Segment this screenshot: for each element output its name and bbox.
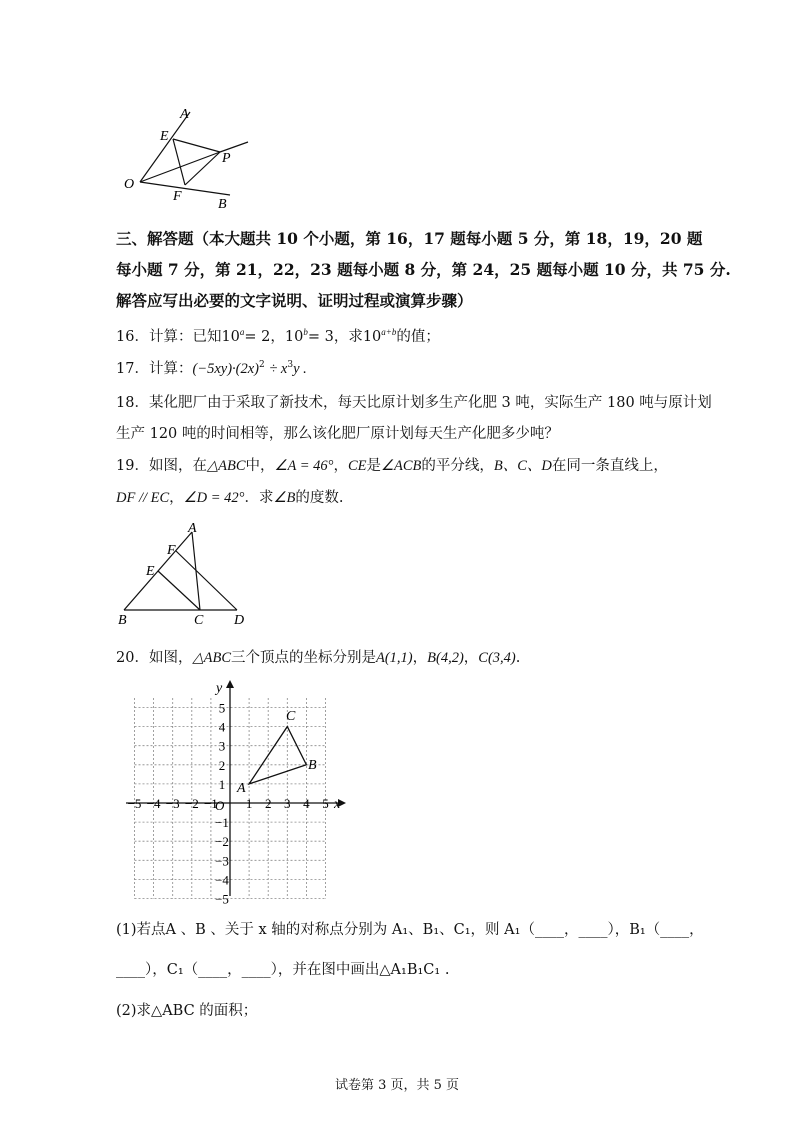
x-tick-label: 2	[264, 796, 272, 811]
point-label-C: C	[286, 709, 296, 724]
question-17: 17．计算：$(-5xy)\cdot(2x)^2 \div x^3y$ .	[116, 360, 307, 377]
x-tick-label: 4	[303, 796, 310, 811]
question-20-part1-line1: (1)若点A 、B 、关于 x 轴的对称点分别为 A₁、B₁、C₁，则 A₁（____，____），B₁（____，	[116, 922, 704, 938]
question-19-line2: DF // EC，∠D = 42°．求∠B的度数.	[116, 490, 344, 506]
y-tick-label: 4	[218, 719, 226, 735]
question-18-line1: 18．某化肥厂由于采取了新技术，每天比原计划多生产化肥 3 吨，实际生产 180 吨与原计划	[116, 395, 712, 411]
label-F: F	[167, 543, 176, 558]
label-F: F	[173, 189, 182, 204]
question-20-part2: (2)求△ABC 的面积；	[116, 1003, 258, 1019]
y-tick-label: −5	[215, 891, 229, 906]
segment-FP	[185, 152, 220, 185]
y-tick-label: 2	[218, 757, 226, 773]
figure-angle-construction	[110, 100, 270, 215]
question-20-intro: 20．如图，△ABC三个顶点的坐标分别是A(1,1)，B(4,2)，C(3,4).	[116, 650, 521, 666]
page-footer: 试卷第 3 页，共 5 页	[334, 1078, 460, 1093]
triangle-ABC	[249, 727, 306, 784]
x-tick-label: −1	[203, 796, 218, 811]
origin-label: O	[215, 798, 225, 813]
point-label-B: B	[308, 758, 317, 773]
y-tick-label: 5	[218, 700, 226, 716]
coordinate-grid	[110, 676, 360, 906]
label-D: D	[234, 613, 245, 628]
x-tick-label: 1	[245, 796, 253, 811]
y-tick-label: 1	[218, 776, 226, 792]
label-P: P	[222, 151, 231, 166]
x-tick-label: 5	[322, 796, 329, 811]
y-axis-label: y	[216, 681, 223, 696]
label-A: A	[180, 107, 189, 122]
segment-EC	[158, 571, 200, 610]
y-axis-arrow	[226, 680, 234, 688]
section-heading-line3: 解答应写出必要的文字说明、证明过程或演算步骤）	[116, 291, 473, 310]
label-B: B	[218, 197, 227, 212]
question-20-part1-line2: ____），C₁（____，____），并在图中画出△A₁B₁C₁ .	[116, 962, 450, 978]
x-tick-label: 3	[284, 796, 291, 811]
x-tick-label: −2	[184, 796, 199, 811]
y-tick-label: −4	[215, 872, 229, 888]
y-tick-label: −3	[215, 853, 229, 869]
x-tick-label: −4	[146, 796, 161, 811]
label-B: B	[118, 613, 127, 628]
label-A: A	[188, 521, 197, 536]
y-tick-label: 3	[218, 738, 226, 754]
y-tick-label: −1	[215, 815, 229, 831]
label-O: O	[124, 177, 135, 192]
label-E: E	[146, 564, 155, 579]
x-axis-label: x	[334, 797, 341, 812]
figure-triangle-abc	[112, 520, 272, 630]
x-tick-label: −5	[127, 796, 142, 811]
y-tick-label: −2	[215, 834, 229, 850]
ray-OA	[140, 112, 190, 182]
section-heading-line1: 三、解答题（本大题共 10 个小题，第 16，17 题每小题 5 分，第 18，19，20 题	[116, 229, 703, 248]
x-tick-label: −3	[165, 796, 180, 811]
label-E: E	[160, 129, 169, 144]
label-C: C	[194, 613, 204, 628]
question-19-line1: 19．如图，在△ABC中，∠A = 46°，CE是∠ACB的平分线，B、C、D在同一条直线上，	[116, 458, 668, 474]
segment-EF	[173, 139, 185, 185]
segment-EP	[173, 139, 220, 152]
question-18-line2: 生产 120 吨的时间相等，那么该化肥厂原计划每天生产化肥多少吨？	[116, 426, 559, 442]
question-16: 16．计算：已知$10^a= 2$，$10^b= 3$，求$10^{a+b}$的值；	[116, 327, 440, 345]
segment-FD	[176, 551, 237, 610]
section-heading-line2: 每小题 7 分，第 21，22，23 题每小题 8 分，第 24，25 题每小题 10 分，共 75 分.	[116, 260, 731, 279]
point-label-A: A	[237, 781, 246, 796]
